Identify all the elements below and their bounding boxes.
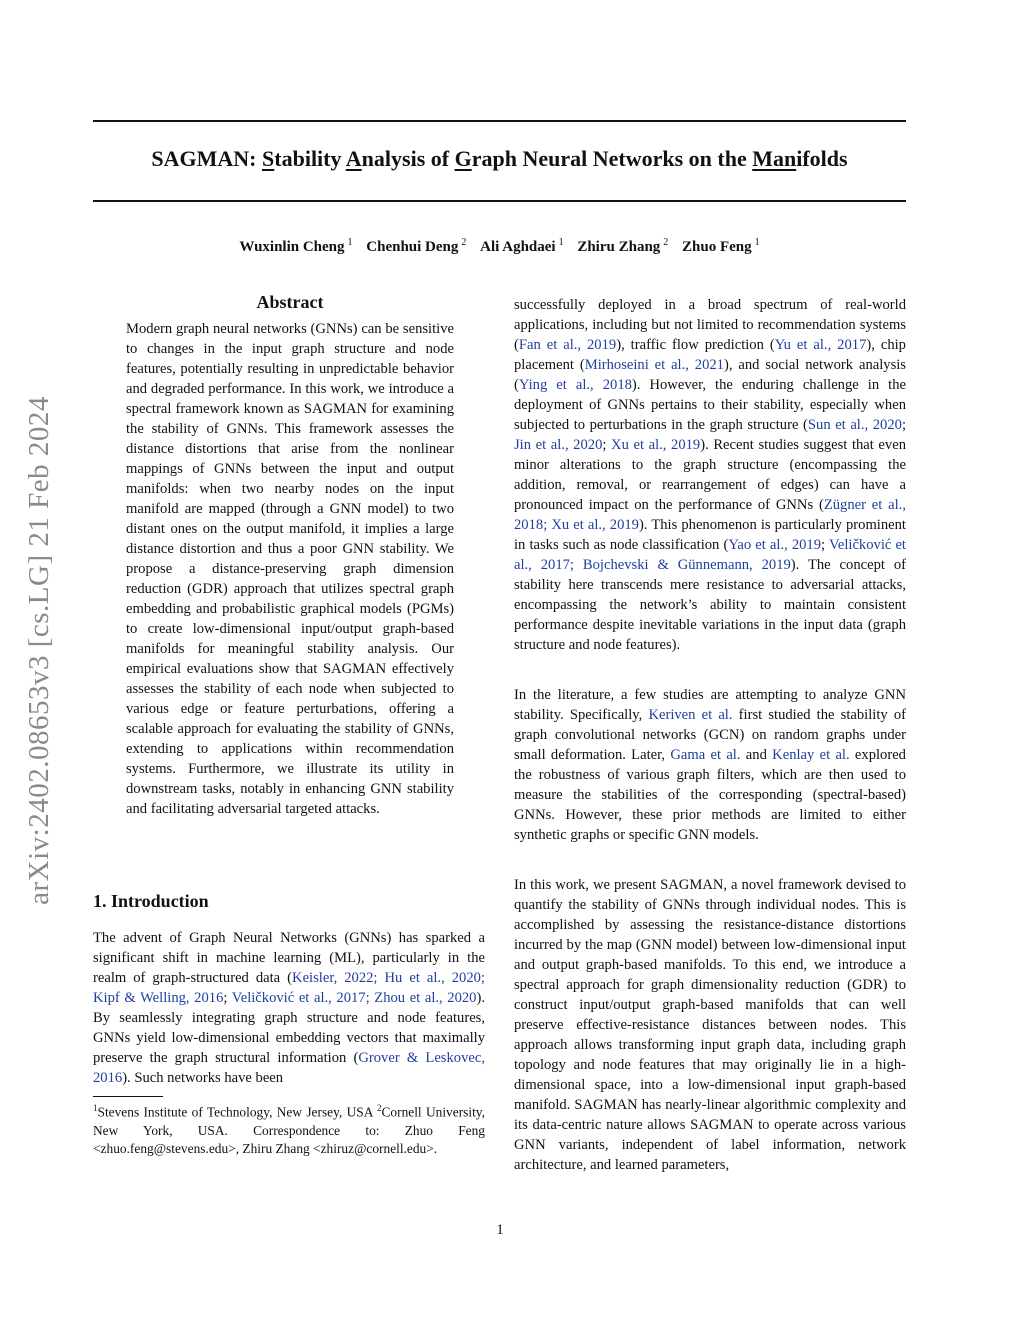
title-segment: nalysis of — [361, 146, 455, 171]
author: Zhuo Feng $^1$ — [682, 237, 760, 255]
paragraph-text: ; — [602, 437, 612, 453]
citation-link[interactable]: Jin et al., 2020 — [514, 437, 603, 453]
title-bottom-rule — [93, 200, 906, 202]
top-rule — [93, 120, 906, 122]
citation-link[interactable]: Yu et al., 2017 — [774, 337, 867, 353]
intro-paragraph — [514, 295, 906, 655]
paragraph-text: first studied the stability of graph convolutional networks (GCN) on random graphs under small deformation. Later, — [514, 707, 906, 763]
paragraph-text: and — [740, 747, 773, 763]
citation-link[interactable]: Sun et al., 2020 — [807, 417, 902, 433]
citation-link[interactable]: Zügner et al., 2018; Xu et al., 2019 — [514, 497, 906, 533]
title-segment: raph Neural Networks on the — [471, 146, 753, 171]
abstract-text: Modern graph neural networks (GNNs) can be sensitive to changes in the input graph structure and node features, potentially resulting in unpredictable behavior and degraded performance. In this work, we introduce a spectral framework known as SAGMAN for examining the stability of GNNs. This framework assesses the distance distortions that arise from the nonlinear mappings of GNNs between the input and output manifolds: when two nearby nodes on the input manifold are mapped (through a GNN model) to two distant ones on the output manifold, it implies a large distance distortion and thus a poor GNN stability. We propose a distance-preserving graph dimension reduction (GDR) approach that utilizes spectral graph embedding and probabilistic graphical models (PGMs) to create low-dimensional input/output graph-based manifolds for meaningful stability analysis. Our empirical evaluations show that SAGMAN effectively assesses the stability of each node when subjected to various edge or feature perturbations, offering a scalable approach for evaluating the stability of GNNs, extending to applications within recommendation systems. Furthermore, we illustrate its utility in downstream tasks, notably in enhancing GNN stability and facilitating adversarial targeted attacks. — [126, 321, 454, 817]
citation-link[interactable]: Kenlay et al. — [772, 747, 850, 763]
paper-title — [93, 146, 906, 172]
author: Chenhui Deng $^2$ — [366, 237, 467, 255]
citation-link[interactable]: Keriven et al. — [648, 707, 733, 723]
title-segment: tability — [274, 146, 346, 171]
paragraph-text: ). This phenomenon is particularly prominent in tasks such as node classification ( — [514, 517, 906, 553]
affiliation-footnote: $^1$Stevens Institute of Technology, New Jersey, USA $^2$Cornell University, New York, USA. Correspondence to: Zhuo Feng <zhuo.feng@stevens.edu>, Zhiru Zhang <zhiruz@cornell.edu>. — [93, 1103, 485, 1157]
intro-paragraph — [514, 875, 906, 1175]
citation-link[interactable]: Grover & Leskovec, 2016 — [93, 1050, 485, 1086]
introduction-heading: 1. Introduction — [93, 891, 209, 911]
paragraph-text: In this work, we present SAGMAN, a novel framework devised to quantify the stability of GNNs through individual nodes. This is accomplished by assessing the resistance-distance distortions incurred by the map (GNN model) between low-dimensional input and output graph-based manifolds. To this end, we introduce a spectral approach for graph dimensionality reduction (GDR) to construct input/output graph-based manifolds that can well preserve effective-resistance distances between nodes. This approach allows transforming input graph data, including graph topology and node features that may originally lie in a high-dimensional space, into a low-dimensional input graph-based manifold. SAGMAN has nearly-linear algorithmic complexity and its data-centric nature allows SAGMAN to operate across various GNN variants, independent of label information, network architecture, and learned parameters, — [514, 877, 906, 1173]
paragraph-text: ). By seamlessly integrating graph structure and node features, GNNs yield low-dimensional embedding vectors that maximally preserve the graph structural information ( — [93, 990, 485, 1066]
paragraph-text: successfully deployed in a broad spectrum of real-world applications, including but not limited to recommendation systems ( — [514, 297, 906, 353]
title-acronym-letter: Man — [752, 146, 797, 171]
paragraph-text: ), traffic flow prediction ( — [616, 337, 775, 353]
intro-paragraph — [93, 928, 485, 1088]
arxiv-identifier-stamp: arXiv:2402.08653v3 [cs.LG] 21 Feb 2024 — [22, 395, 55, 905]
title-segment: ifolds — [796, 146, 848, 171]
citation-link[interactable]: Ying et al., 2018 — [518, 377, 632, 393]
paragraph-text: ), chip placement ( — [514, 337, 906, 373]
citation-link[interactable]: Xu et al., 2019 — [611, 437, 701, 453]
author: Ali Aghdaei $^1$ — [480, 237, 564, 255]
citation-link[interactable]: Keisler, 2022; Hu et al., 2020; Kipf & Welling, 2016 — [93, 970, 485, 1006]
author-list — [93, 237, 906, 256]
paragraph-text: ). Recent studies suggest that even minor alterations to the graph structure (encompassing the addition, removal, or rearrangement of edges) can have a pronounced impact on the performance of GNNs ( — [514, 437, 906, 513]
intro-paragraph — [514, 685, 906, 845]
paragraph-text: ). Such networks have been — [122, 1070, 284, 1086]
citation-link[interactable]: Veličković et al., 2017; Bojchevski & Günnemann, 2019 — [514, 537, 906, 573]
title-segment: SAGMAN: — [151, 146, 263, 171]
title-acronym-letter: A — [345, 146, 362, 171]
citation-link[interactable]: Yao et al., 2019 — [728, 537, 822, 553]
paragraph-text: ; — [901, 417, 906, 433]
author: Wuxinlin Cheng $^1$ — [239, 237, 353, 255]
paragraph-text: ). However, the enduring challenge in the deployment of GNNs pertains to their stability, especially when subjected to perturbations in the graph structure ( — [514, 377, 906, 433]
paragraph-text: explored the robustness of various graph filters, which are then used to measure the stabilities of the corresponding (spectral-based) GNNs. However, these prior methods are limited to either synthetic graphs or specific GNN models. — [514, 747, 906, 843]
citation-link[interactable]: Mirhoseini et al., 2021 — [584, 357, 724, 373]
title-acronym-letter: S — [262, 146, 275, 171]
citation-link[interactable]: Veličković et al., 2017; Zhou et al., 2020 — [231, 990, 477, 1006]
footnote-rule — [93, 1096, 163, 1097]
citation-link[interactable]: Fan et al., 2019 — [518, 337, 617, 353]
abstract-heading: Abstract — [256, 292, 324, 312]
paragraph-text: The advent of Graph Neural Networks (GNNs) has sparked a significant shift in machine learning (ML), particularly in the realm of graph-structured data ( — [93, 930, 485, 986]
paragraph-text: In the literature, a few studies are attempting to analyze GNN stability. Specifically, — [514, 687, 906, 723]
citation-link[interactable]: Gama et al. — [670, 747, 741, 763]
paragraph-text: ), and social network analysis ( — [514, 357, 906, 393]
page-number: 1 — [496, 1222, 504, 1238]
paragraph-text: ; — [223, 990, 232, 1006]
title-acronym-letter: G — [454, 146, 472, 171]
paragraph-text: ; — [821, 537, 829, 553]
author: Zhiru Zhang $^2$ — [577, 237, 669, 255]
paragraph-text: ). The concept of stability here transcends mere resistance to adversarial attacks, encompassing the network’s ability to maintain consistent performance despite inevitable variations in the input data (graph structure and node features). — [514, 557, 906, 653]
